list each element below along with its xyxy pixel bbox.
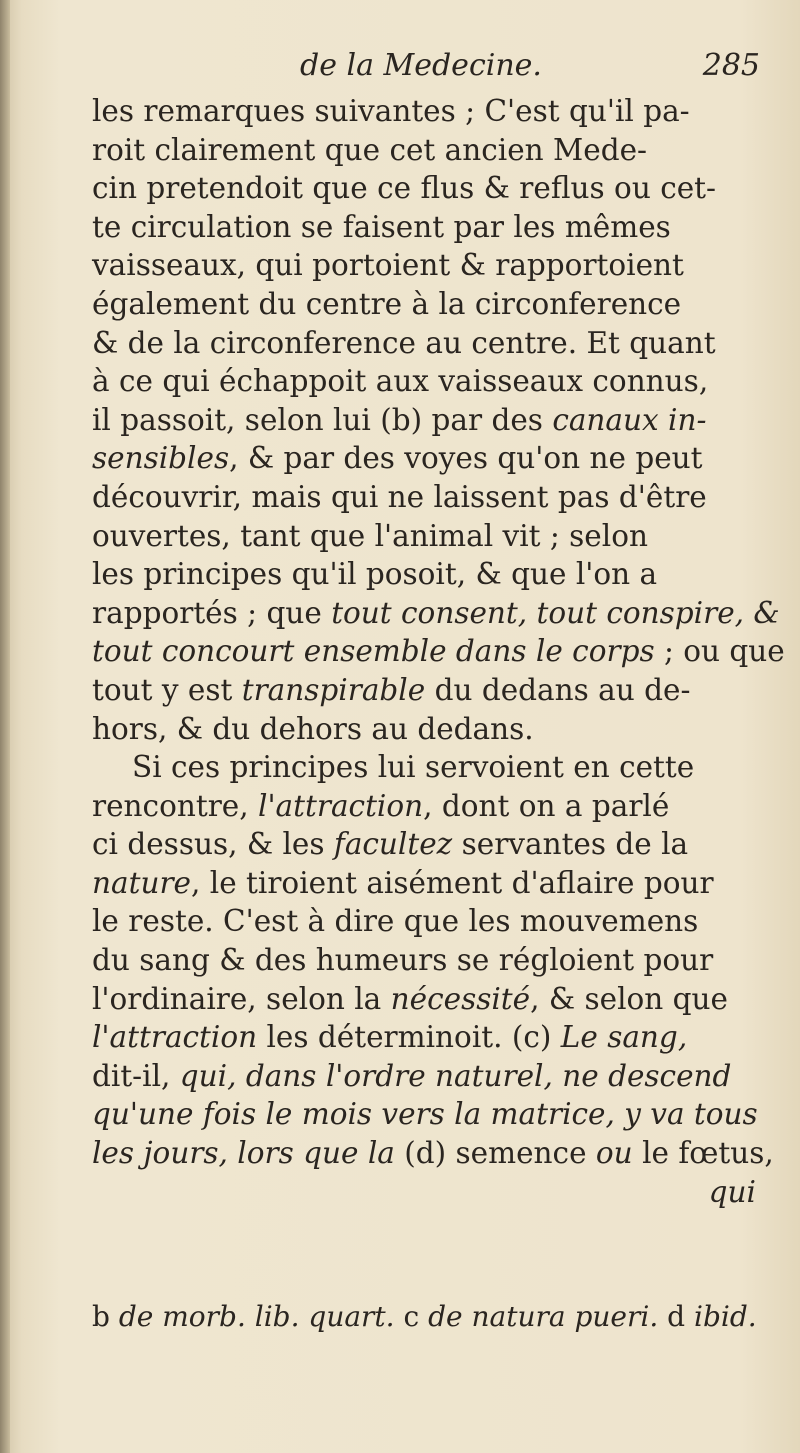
- text-line: [92, 787, 756, 826]
- roman-text: tout y est: [92, 672, 242, 707]
- roman-text: , dont on a parlé: [423, 788, 670, 823]
- italic-text: facultez: [333, 827, 453, 862]
- roman-text: , & par des voyes qu'on ne peut: [229, 441, 703, 476]
- roman-text: servantes de la: [452, 827, 689, 862]
- text-line: [92, 439, 756, 478]
- roman-text: , & selon que: [530, 981, 729, 1016]
- roman-text: hors, & du dehors au dedans.: [92, 711, 534, 746]
- text-line: [92, 671, 756, 710]
- text-line: [92, 1057, 756, 1096]
- italic-text: tout concourt ensemble dans le corps: [92, 634, 655, 669]
- roman-text: les remarques suivantes ; C'est qu'il pa-: [92, 94, 690, 128]
- footnote-b-text: de morb. lib. quart.: [118, 1300, 395, 1333]
- text-line: [92, 169, 756, 208]
- book-spine-shadow: [0, 0, 10, 1453]
- roman-text: ; ou que: [654, 634, 785, 669]
- italic-text: l'attraction: [258, 788, 424, 823]
- roman-text: les déterminoit. (c): [257, 1020, 561, 1055]
- text-line: [92, 980, 756, 1019]
- text-line: [92, 555, 756, 594]
- footnote-d-mark: d: [667, 1300, 686, 1333]
- text-line: [92, 324, 756, 363]
- text-line: [92, 902, 756, 941]
- italic-text: nature: [92, 865, 192, 900]
- text-line: [92, 864, 756, 903]
- roman-text: le fœtus,: [632, 1136, 774, 1171]
- text-line: [92, 517, 756, 556]
- italic-text: nécessité: [390, 981, 531, 1016]
- text-line: [92, 710, 756, 749]
- italic-text: qu'une fois le mois vers la matrice, y va tous: [92, 1097, 758, 1132]
- italic-text: tout consent, tout conspire, &: [331, 595, 780, 630]
- running-title: de la Medecine.: [300, 48, 542, 83]
- roman-text: cin pretendoit que ce flus & reflus ou cet-: [92, 171, 716, 206]
- roman-text: à ce qui échappoit aux vaisseaux connus,: [92, 364, 709, 399]
- italic-text: ou: [595, 1136, 633, 1171]
- catchword-line: [92, 1173, 756, 1212]
- text-line: [92, 208, 756, 247]
- italic-text: transpirable: [241, 672, 426, 707]
- footnote-c-text: de natura pueri.: [428, 1300, 659, 1333]
- text-line: [92, 285, 756, 324]
- roman-text: rencontre,: [92, 788, 259, 823]
- text-line: [92, 92, 756, 131]
- roman-text: l'ordinaire, selon la: [92, 981, 391, 1016]
- text-line: [92, 131, 756, 170]
- italic-text: qui, dans l'ordre naturel, ne descend: [179, 1058, 732, 1093]
- text-line: [92, 1095, 756, 1134]
- roman-text: du sang & des humeurs se régloient pour: [92, 943, 714, 978]
- text-line: [92, 632, 785, 671]
- page-number: 285: [702, 48, 760, 83]
- text-line: [92, 401, 756, 440]
- italic-text: l'attraction: [92, 1020, 258, 1055]
- roman-text: du dedans au de-: [425, 672, 691, 707]
- roman-text: Si ces principes lui servoient en cette: [132, 750, 695, 785]
- roman-text: rapportés ; que: [92, 595, 332, 630]
- roman-text: ouvertes, tant que l'animal vit ; selon: [92, 518, 648, 553]
- text-line: [92, 1134, 774, 1173]
- text-line: [92, 1018, 756, 1057]
- catchword: qui: [708, 1174, 756, 1209]
- italic-text: les jours, lors que la: [92, 1136, 395, 1171]
- body-text: [92, 92, 785, 1211]
- italic-text: sensibles: [92, 441, 230, 476]
- roman-text: le reste. C'est à dire que les mouvemens: [92, 904, 699, 939]
- italic-text: Le sang,: [560, 1020, 688, 1055]
- roman-text: dit-il,: [92, 1058, 180, 1093]
- text-line: [92, 825, 756, 864]
- roman-text: & de la circonference au centre. Et quant: [92, 325, 716, 360]
- roman-text: roit clairement que cet ancien Mede-: [92, 132, 648, 167]
- footnote-c-mark: c: [403, 1300, 420, 1333]
- roman-text: il passoit, selon lui (b) par des: [92, 402, 553, 437]
- text-line: [92, 941, 756, 980]
- text-line: [92, 362, 756, 401]
- footnote-d-text: ibid.: [693, 1300, 757, 1333]
- roman-text: (d) semence: [394, 1136, 596, 1171]
- roman-text: vaisseaux, qui portoient & rapportoient: [92, 248, 684, 283]
- footnote-b-mark: b: [92, 1300, 110, 1333]
- text-line: [92, 246, 756, 285]
- roman-text: découvrir, mais qui ne laissent pas d'être: [92, 479, 707, 514]
- text-line: [92, 748, 756, 787]
- text-line: [92, 478, 756, 517]
- roman-text: ci dessus, & les: [92, 827, 334, 862]
- roman-text: également du centre à la circonference: [92, 286, 682, 321]
- roman-text: , le tiroient aisément d'aflaire pour: [191, 865, 714, 900]
- text-line: [92, 594, 780, 633]
- italic-text: canaux in-: [552, 402, 707, 437]
- roman-text: les principes qu'il posoit, & que l'on a: [92, 557, 658, 592]
- roman-text: te circulation se faisent par les mêmes: [92, 209, 671, 244]
- footnotes: [92, 1300, 756, 1333]
- running-header: [90, 48, 770, 92]
